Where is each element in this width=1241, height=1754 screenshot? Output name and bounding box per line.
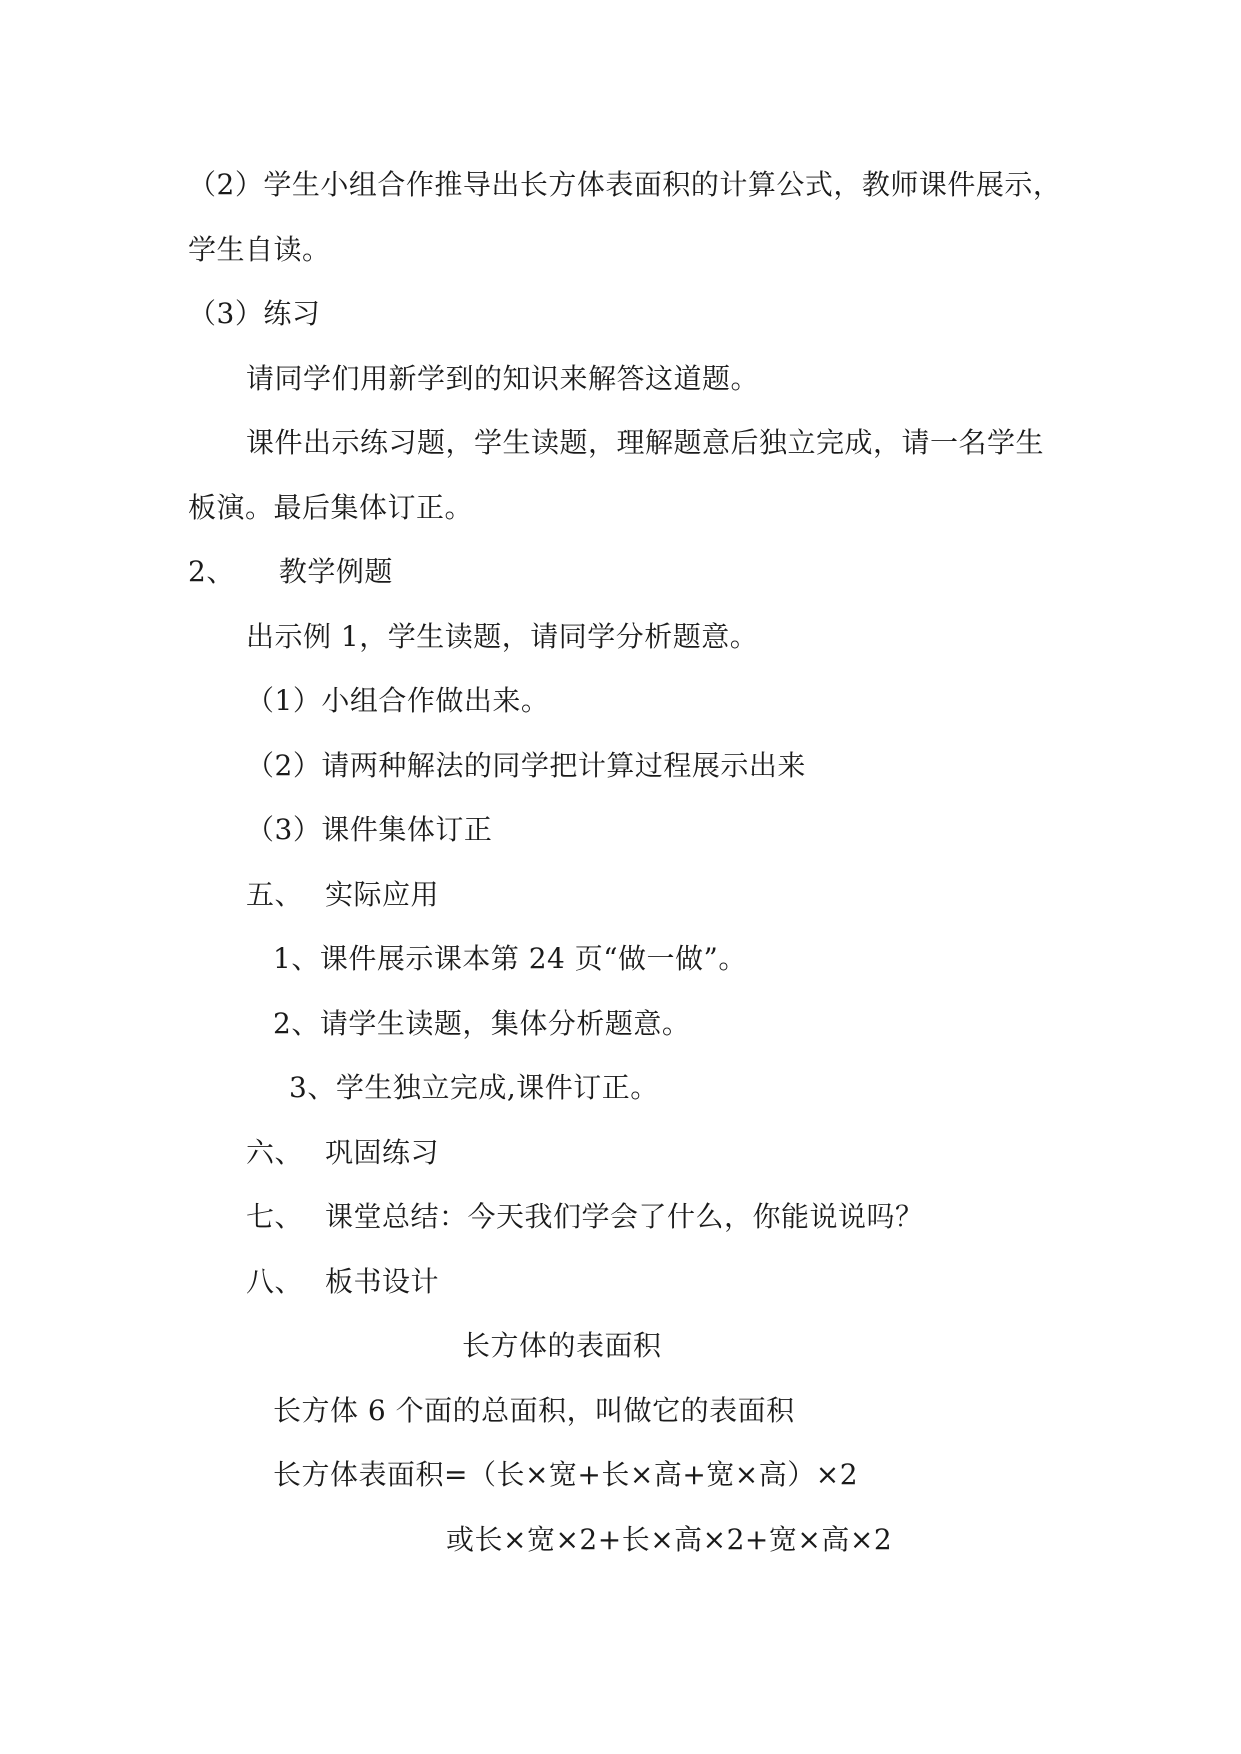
section-title: 巩固练习 (325, 1136, 440, 1169)
paragraph-line: 学生自读。 (188, 233, 331, 266)
section-number: 七、 (246, 1200, 304, 1233)
section-heading-2 (188, 555, 393, 589)
section-title: 教学例题 (278, 555, 393, 588)
paragraph-line: 板演。最后集体订正。 (188, 491, 474, 524)
paragraph-line: 请同学们用新学到的知识来解答这道题。 (246, 362, 760, 395)
board-formula-alt: 或长×宽×2+长×高×2+宽×高×2 (446, 1523, 893, 1556)
board-formula: 长方体表面积=（长×宽+长×高+宽×高）×2 (273, 1458, 859, 1491)
list-item: （3）课件集体订正 (246, 813, 493, 846)
section-number: 五、 (246, 878, 304, 911)
section-number: 六、 (246, 1136, 304, 1169)
section-heading-7 (246, 1200, 924, 1234)
list-item: （1）小组合作做出来。 (246, 684, 550, 717)
paragraph-line: 课件出示练习题，学生读题，理解题意后独立完成，请一名学生 (246, 426, 1045, 459)
section-title: 课堂总结：今天我们学会了什么，你能说说吗？ (325, 1200, 924, 1233)
list-item: 3、学生独立完成,课件订正。 (289, 1071, 659, 1104)
section-title: 板书设计 (325, 1265, 440, 1298)
list-item: 2、请学生读题，集体分析题意。 (273, 1007, 691, 1040)
paragraph-line: （2）学生小组合作推导出长方体表面积的计算公式，教师课件展示， (188, 168, 1062, 201)
board-title: 长方体的表面积 (462, 1329, 662, 1362)
list-item: 1、课件展示课本第 24 页“做一做”。 (273, 942, 747, 975)
list-item: （2）请两种解法的同学把计算过程展示出来 (246, 749, 806, 782)
board-line: 长方体 6 个面的总面积，叫做它的表面积 (273, 1394, 795, 1427)
section-number: 2、 (188, 555, 235, 588)
subheading-practice: （3）练习 (188, 297, 321, 330)
section-number: 八、 (246, 1265, 304, 1298)
section-heading-6 (246, 1136, 439, 1170)
paragraph-line: 出示例 1，学生读题，请同学分析题意。 (246, 620, 759, 653)
section-heading-5 (246, 878, 439, 912)
section-heading-8 (246, 1265, 439, 1299)
section-title: 实际应用 (325, 878, 440, 911)
